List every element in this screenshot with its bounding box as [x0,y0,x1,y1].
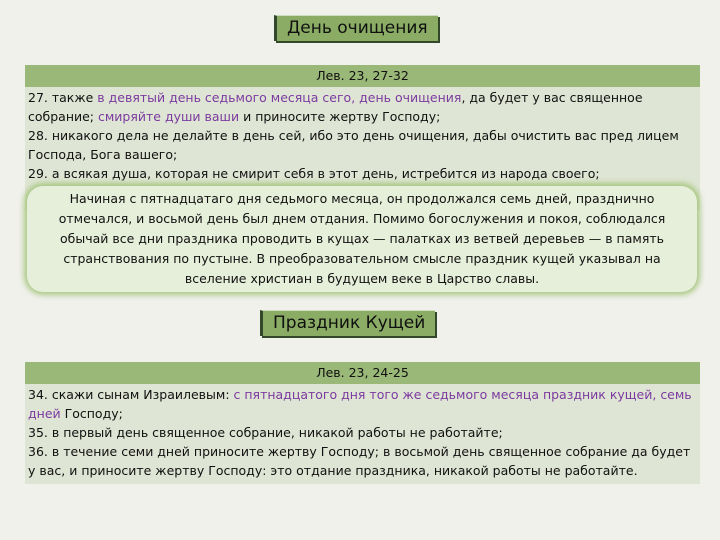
verse-28: 28. никакого дела не делайте в день сей, ибо это день очищения, дабы очистить вас пред лицем Господа, Бога вашего; [28,128,679,162]
verse-27: 27. также в девятый день седьмого месяца сего, день очищения, да будет у вас священное собрание; смиряйте души ваши и приносите жертву Господу; [28,90,643,124]
verse-35: 35. в первый день священное собрание, никакой работы не работайте; [28,425,503,440]
scripture-reference: Лев. 23, 27-32 [25,65,700,87]
section-title-day-of-atonement: День очищения [274,15,438,41]
scripture-reference: Лев. 23, 24-25 [25,362,700,384]
verse-34: 34. скажи сынам Израилевым: с пятнадцатого дня того же седьмого месяца праздник кущей, семь дней Господу; [28,387,692,421]
section-title-feast-of-tabernacles: Праздник Кущей [260,310,435,336]
highlighted-text: в девятый день седьмого месяца сего, день очищения [97,90,462,105]
verse-36: 36. в течение семи дней приносите жертву Господу; в восьмой день священное собрание да будет у вас, и приносите жертву Господу: это отдание праздника, никакой работы не работайте. [28,444,691,478]
scripture-text [25,384,700,484]
feast-explanation-callout: Начиная с пятнадцатаго дня седьмого месяца, он продолжался семь дней, празднично отмечался, и восьмой день был днем отдания. Помимо богослужения и покоя, соблюдался обычай все дни праздника проводить в кущах — палатках из ветвей деревьев — в память странствования по пустыне. В преобразовательном смысле праздник кущей указывал на вселение христиан в будущем веке в Царство славы. [27,186,697,292]
verse-29: 29. а всякая душа, которая не смирит себя в этот день, истребится из народа своего; [28,166,600,181]
highlighted-text: смиряйте души ваши [98,109,240,124]
scripture-panel-tabernacles [25,362,700,484]
highlighted-text: с пятнадцатого дня того же седьмого месяца праздник кущей, семь дней [28,387,692,421]
